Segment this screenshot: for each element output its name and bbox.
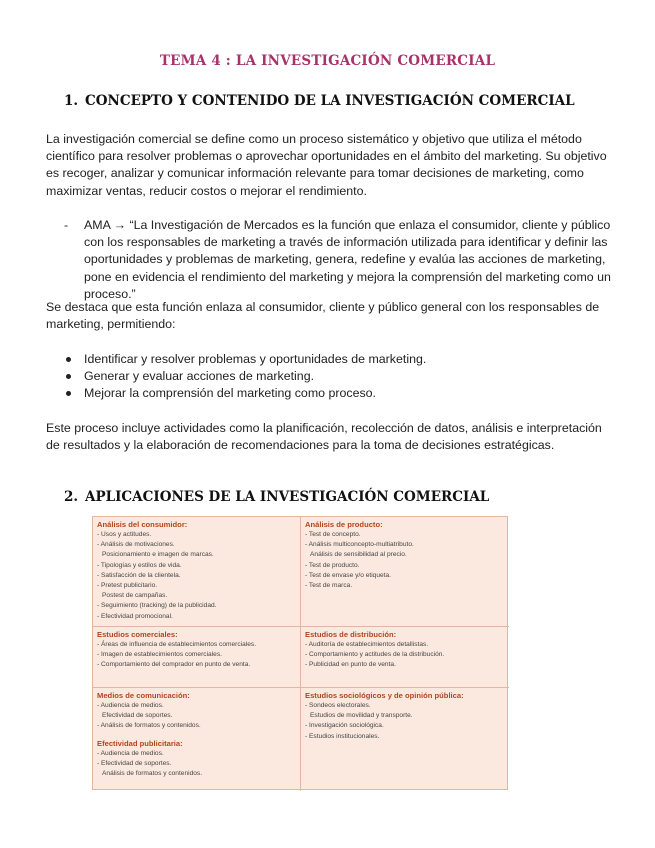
cell-item: - Tipologías y estilos de vida.: [97, 561, 182, 569]
cell-item: - Análisis de motivaciones.: [97, 541, 175, 549]
section-2-title: APLICACIONES DE LA INVESTIGACIÓN COMERCIAL: [85, 489, 490, 505]
quote-dash: -: [64, 218, 69, 232]
cell-heading: Análisis del consumidor:: [97, 520, 188, 529]
bullet-icon: [66, 391, 71, 396]
cell-item: - Análisis de formatos y contenidos.: [97, 722, 201, 730]
section-2-number: 2.: [64, 489, 79, 505]
cell-item: Efectividad de soportes.: [102, 712, 173, 720]
cell-item: - Análisis multiconcepto-multiatributo.: [305, 541, 414, 549]
cell-distribucion: [301, 627, 509, 688]
ama-quote: [64, 217, 614, 303]
cell-item: - Comportamiento del comprador en punto de venta.: [97, 661, 251, 669]
cell-item: Estudios de movilidad y transporte.: [310, 712, 413, 720]
cell-item: - Sondeos electorales.: [305, 702, 371, 709]
list-item-text: Identificar y resolver problemas y oportunidades de marketing.: [84, 352, 427, 366]
list-item: [64, 368, 604, 385]
cell-item: - Comportamiento y actitudes de la distribución.: [305, 651, 445, 659]
cell-item: Análisis de formatos y contenidos.: [102, 770, 203, 778]
cell-medios: [93, 688, 301, 791]
cell-item: - Áreas de influencia de establecimientos comerciales.: [97, 641, 257, 648]
intro-paragraph: La investigación comercial se define como un proceso sistemático y objetivo que utiliza el método científico para resolver problemas o aprovechar oportunidades en el ámbito del marketing. Su objetivo es recoger, analizar y comunicar información relevante para tomar decisiones de marketing, como maximizar ventas, reducir costos o mejorar el rendimiento.: [46, 132, 607, 198]
list-item-text: Mejorar la comprensión del marketing como proceso.: [84, 386, 376, 401]
cell-sociologicos: [301, 688, 509, 791]
section-1-number: 1.: [64, 93, 79, 109]
bullet-icon: [66, 357, 71, 362]
cell-item: - Imagen de establecimientos comerciales.: [97, 651, 222, 659]
closing-paragraph: Este proceso incluye actividades como la planificación, recolección de datos, análisis e interpretación de resultados y la elaboración de recomendaciones para la toma de decisiones estratégicas.: [46, 421, 602, 453]
list-item-text: Generar y evaluar acciones de marketing.: [84, 369, 315, 384]
cell-item: - Usos y actitudes.: [97, 531, 152, 538]
cell-item: - Test de concepto.: [305, 531, 361, 538]
section-1-title: CONCEPTO Y CONTENIDO DE LA INVESTIGACIÓN COMERCIAL: [85, 93, 575, 109]
applications-table: [92, 516, 508, 790]
page-title: TEMA 4 : LA INVESTIGACIÓN COMERCIAL: [159, 53, 496, 69]
cell-comerciales: [93, 627, 301, 688]
cell-item: - Test de producto.: [305, 561, 360, 569]
cell-item: - Efectividad promocional.: [97, 612, 173, 620]
cell-heading: Estudios comerciales:: [97, 630, 178, 639]
cell-heading: Estudios sociológicos y de opinión pública:: [305, 691, 464, 700]
cell-item: Postest de campañas.: [102, 592, 168, 600]
cell-heading: Análisis de producto:: [305, 520, 383, 529]
cell-heading: Estudios de distribución:: [305, 630, 397, 639]
quote-text: AMA → “La Investigación de Mercados es la función que enlaza el consumidor, cliente y público con los responsables de marketing a través de información utilizada para identificar y definir las oportunidades y problemas de marketing, genera, redefine y evalúa las acciones de marketing, pone en evidencia el rendimiento del marketing y mejora la comprensión del marketing como un proceso.”: [84, 218, 611, 301]
cell-item: - Audiencia de medios.: [97, 702, 164, 709]
cell-producto: [301, 517, 509, 627]
cell-item: - Test de marca.: [305, 582, 353, 590]
cell-item: - Pretest publicitario.: [97, 582, 158, 590]
section-1-heading: [64, 93, 575, 109]
list-item: [64, 385, 604, 402]
cell-heading: Medios de comunicación:: [97, 691, 190, 700]
cell-consumidor: [93, 517, 301, 627]
cell-item: - Auditoría de establecimientos detallistas.: [305, 641, 429, 648]
section-2-heading: [64, 489, 489, 505]
after-quote-paragraph: Se destaca que esta función enlaza al consumidor, cliente y público general con los responsables de marketing, permitiendo:: [46, 300, 600, 332]
bullet-icon: [66, 374, 71, 379]
list-item: [64, 351, 604, 368]
cell-item: - Efectividad de soportes.: [97, 759, 172, 767]
cell-heading: Efectividad publicitaria:: [97, 738, 183, 748]
cell-item: - Investigación sociológica.: [305, 722, 384, 730]
cell-item: - Test de envase y/o etiqueta.: [305, 571, 392, 579]
cell-item: - Seguimiento (tracking) de la publicidad.: [97, 602, 217, 610]
cell-item: - Audiencia de medios.: [97, 749, 164, 757]
cell-item: - Estudios institucionales.: [305, 732, 380, 740]
cell-item: Posicionamiento e imagen de marcas.: [102, 551, 214, 559]
cell-item: - Publicidad en punto de venta.: [305, 661, 396, 669]
cell-item: - Satisfacción de la clientela.: [97, 571, 181, 579]
cell-item: Análisis de sensibilidad al precio.: [310, 551, 407, 559]
purpose-list: [64, 351, 604, 403]
